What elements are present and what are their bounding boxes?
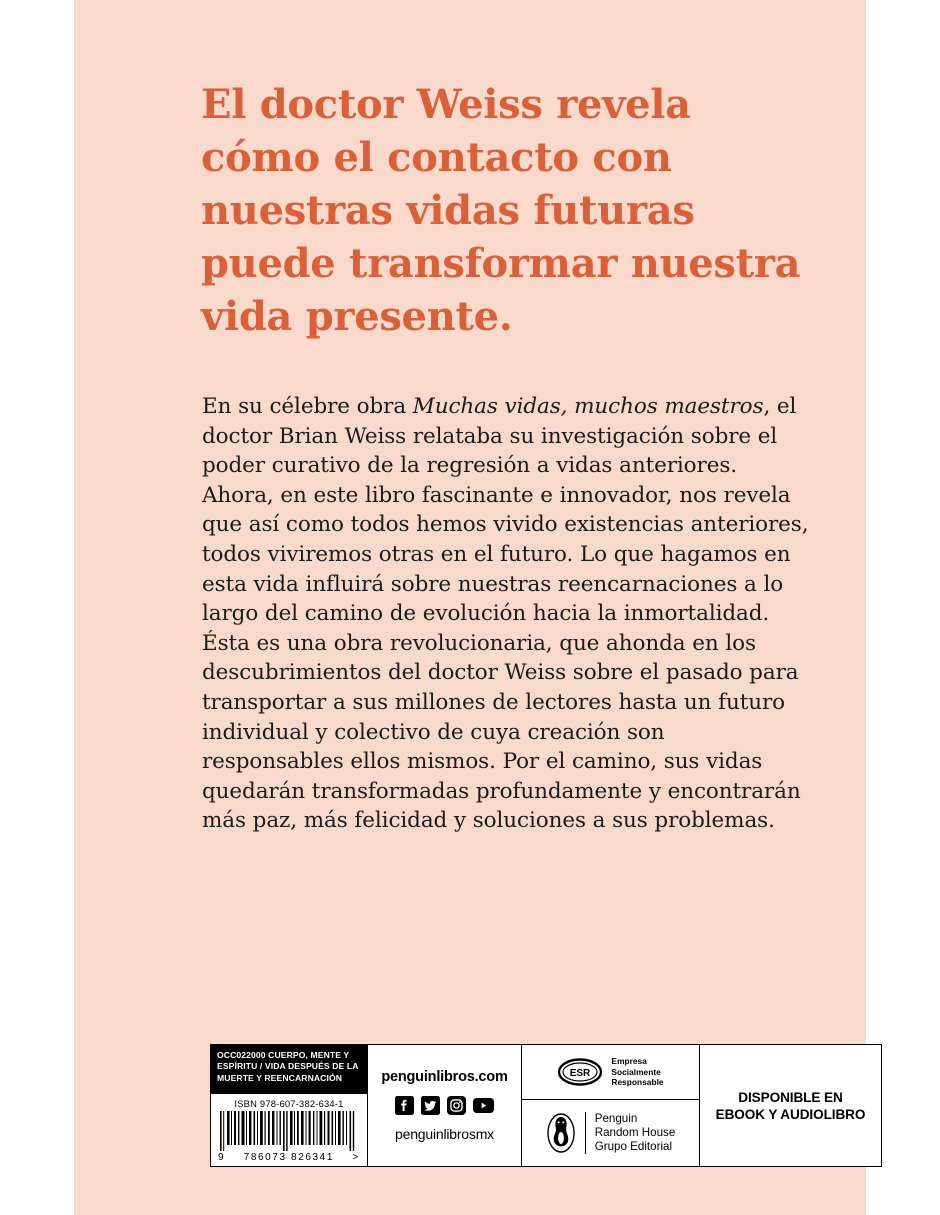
esr-label-line1: Empresa: [611, 1056, 647, 1067]
certification-publisher-block: [522, 1044, 700, 1167]
esr-label: [611, 1056, 663, 1087]
esr-row: [522, 1045, 699, 1100]
blurb-book-title: Muchas vidas, muchos maestros: [412, 394, 764, 419]
publisher-line-2: Random House: [594, 1126, 676, 1139]
footer-strip: [210, 1044, 882, 1167]
esr-label-line2: Socialmente: [611, 1066, 661, 1077]
blurb-text-part1: En su célebre obra: [202, 394, 413, 419]
svg-text:ESR: ESR: [570, 1068, 591, 1079]
social-icons-row: [395, 1096, 494, 1115]
isbn-text: ISBN 978-607-382-634-1: [234, 1098, 344, 1109]
instagram-icon[interactable]: [447, 1096, 466, 1115]
isbn-barcode-box: [210, 1094, 368, 1167]
esr-icon: [557, 1056, 603, 1088]
social-handle[interactable]: penguinlibrosmx: [395, 1126, 494, 1142]
barcode-number-row: [218, 1152, 360, 1163]
esr-label-line3: Responsable: [611, 1077, 664, 1088]
publisher-line-3: Grupo Editorial: [594, 1140, 673, 1153]
publisher-row: [522, 1100, 699, 1166]
headline: El doctor Weiss revela cómo el contacto con nuestras vidas futuras puede transformar nuestra vida presente.: [201, 81, 801, 340]
twitter-icon[interactable]: [421, 1096, 440, 1115]
barcode-icon: [218, 1111, 360, 1151]
publisher-web-block: [368, 1044, 522, 1167]
availability-block: [700, 1044, 882, 1167]
barcode-digit-right: >: [352, 1152, 360, 1163]
book-back-cover: [74, 0, 866, 1215]
website-url[interactable]: penguinlibros.com: [381, 1069, 508, 1085]
youtube-icon[interactable]: [473, 1096, 494, 1115]
penguin-logo-icon: [546, 1112, 576, 1154]
bisac-barcode-block: [210, 1044, 368, 1167]
availability-line-2: EBOOK Y AUDIOLIBRO: [715, 1106, 866, 1122]
bisac-category-label: OCC022000 CUERPO, MENTE Y ESPÍRITU / VIDA DESPUÉS DE LA MUERTE Y REENCARNACIÓN: [210, 1044, 368, 1094]
barcode-digits-main: 786073 826341: [243, 1152, 335, 1163]
barcode-digit-left: 9: [218, 1152, 226, 1163]
publisher-line-1: Penguin: [594, 1112, 638, 1125]
facebook-icon[interactable]: [395, 1096, 414, 1115]
logo-divider: [585, 1112, 586, 1154]
publisher-name: [595, 1112, 676, 1154]
blurb-paragraph: [202, 392, 812, 836]
availability-line-1: DISPONIBLE EN: [738, 1089, 843, 1105]
blurb-text-part2: , el doctor Brian Weiss relataba su investigación sobre el poder curativo de la regresión a vidas anteriores. Ahora, en este libro fascinante e innovador, nos revela que así como todos hemos vivido existencias anteriores, todos viviremos otras en el futuro. Lo que hagamos en esta vida influirá sobre nuestras reencarnaciones a lo largo del camino de evolución hacia la inmortalidad. Ésta es una obra revolucionaria, que ahonda en los descubrimientos del doctor Weiss sobre el pasado para transportar a sus millones de lectores hasta un futuro individual y colectivo de cuya creación son responsables ellos mismos. Por el camino, sus vidas quedarán transformadas profundamente y encontrarán más paz, más felicidad y soluciones a sus problemas.: [202, 394, 809, 834]
availability-text: [716, 1089, 866, 1123]
